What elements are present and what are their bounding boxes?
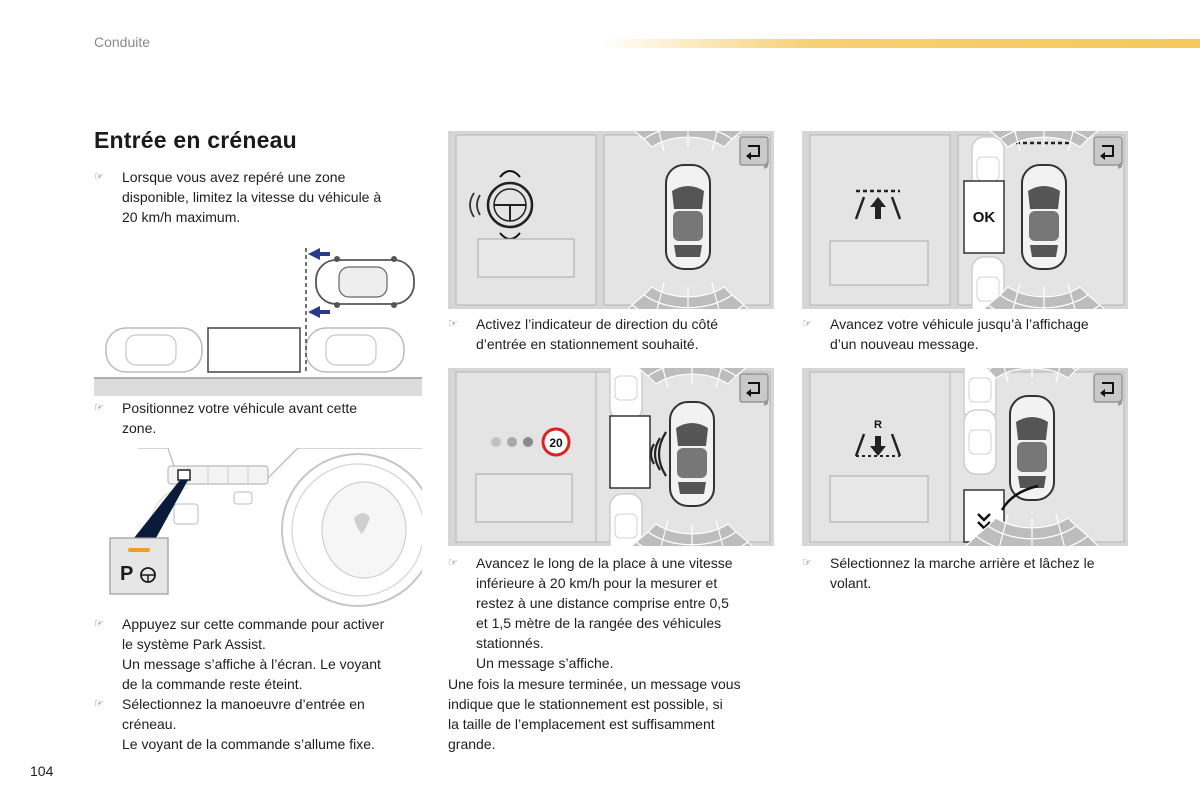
message-box: [476, 474, 572, 522]
instruction-step-1: ☞ Lorsque vous avez repéré une zone disponible, limitez la vitesse du véhicule à 20 km/h maximum.: [94, 169, 382, 225]
measured-space-box: [610, 416, 650, 488]
back-button-icon: [740, 137, 768, 169]
bullet-icon: ☞: [94, 402, 104, 414]
ghost-car-icon: [610, 368, 642, 420]
bullet-icon: ☞: [94, 618, 104, 630]
parked-car-left: [106, 328, 202, 372]
header-accent-bar: [600, 39, 1200, 48]
dashboard-illustration: [108, 448, 422, 608]
measurement-note: Une fois la mesure terminée, un message vous indique que le stationnement est possible, si la taille de l’emplacement est suffisamment grande.: [448, 676, 741, 752]
instruction-step-3: ☞ Appuyez sur cette commande pour activer le système Park Assist. Un message s’affiche à l’écran. Le voyant de la commande reste éteint.: [94, 616, 385, 692]
park-assist-button-zoom: [110, 538, 168, 594]
park-assist-led: [128, 548, 150, 552]
message-box: [478, 239, 574, 277]
park-assist-letter: P: [120, 563, 134, 585]
page-number: 104: [30, 763, 54, 779]
back-button-icon: [740, 374, 768, 406]
bullet-icon: ☞: [94, 698, 104, 710]
bullet-icon: ☞: [802, 318, 812, 330]
screen-panel-reverse: [802, 368, 1128, 546]
bullet-icon: ☞: [94, 171, 104, 183]
reverse-letter: R: [874, 419, 882, 431]
instruction-step-5: ☞ Activez l’indicateur de direction du côté d’entrée en stationnement souhaité.: [448, 316, 719, 352]
instruction-step-2: ☞ Positionnez votre véhicule avant cette zone.: [94, 400, 358, 436]
free-space-zone: [208, 328, 300, 372]
screen-panel-speed: [448, 368, 774, 546]
parked-car-right: [306, 328, 404, 372]
section-label: Conduite: [94, 34, 151, 50]
ghost-car-icon: [610, 494, 642, 546]
screen-panel-indicator: [448, 131, 774, 309]
page-title: Entrée en créneau: [94, 127, 297, 153]
bullet-icon: ☞: [448, 557, 458, 569]
instruction-step-6: ☞ Avancez votre véhicule jusqu’à l’affichage d’un nouveau message.: [802, 316, 1089, 352]
ghost-car-icon: [964, 410, 996, 474]
message-box: [830, 241, 928, 285]
instruction-step-4: ☞ Sélectionnez la manoeuvre d’entrée en créneau. Le voyant de la commande s’allume fixe.: [94, 696, 375, 752]
park-assist-switch-highlight: [178, 470, 190, 480]
message-box: [830, 476, 928, 522]
back-button-icon: [1094, 137, 1122, 169]
instruction-step-8: ☞ Sélectionnez la marche arrière et lâchez le volant.: [802, 555, 1095, 591]
progress-dots-icon: [491, 437, 533, 447]
ok-label: OK: [972, 209, 996, 226]
bullet-icon: ☞: [802, 557, 812, 569]
parking-diagram: [94, 240, 422, 396]
moving-car: [316, 256, 414, 308]
back-button-icon: [1094, 374, 1122, 406]
screen-panel-ok: [802, 131, 1128, 309]
instruction-step-7: ☞ Avancez le long de la place à une vitesse inférieure à 20 km/h pour la mesurer et restez à une distance comprise entre 0,5 et 1,5 mètre de la rangée des véhicules stationnés. Un message s’affiche.: [448, 555, 733, 671]
speed-limit-value: 20: [549, 436, 563, 450]
bullet-icon: ☞: [448, 318, 458, 330]
